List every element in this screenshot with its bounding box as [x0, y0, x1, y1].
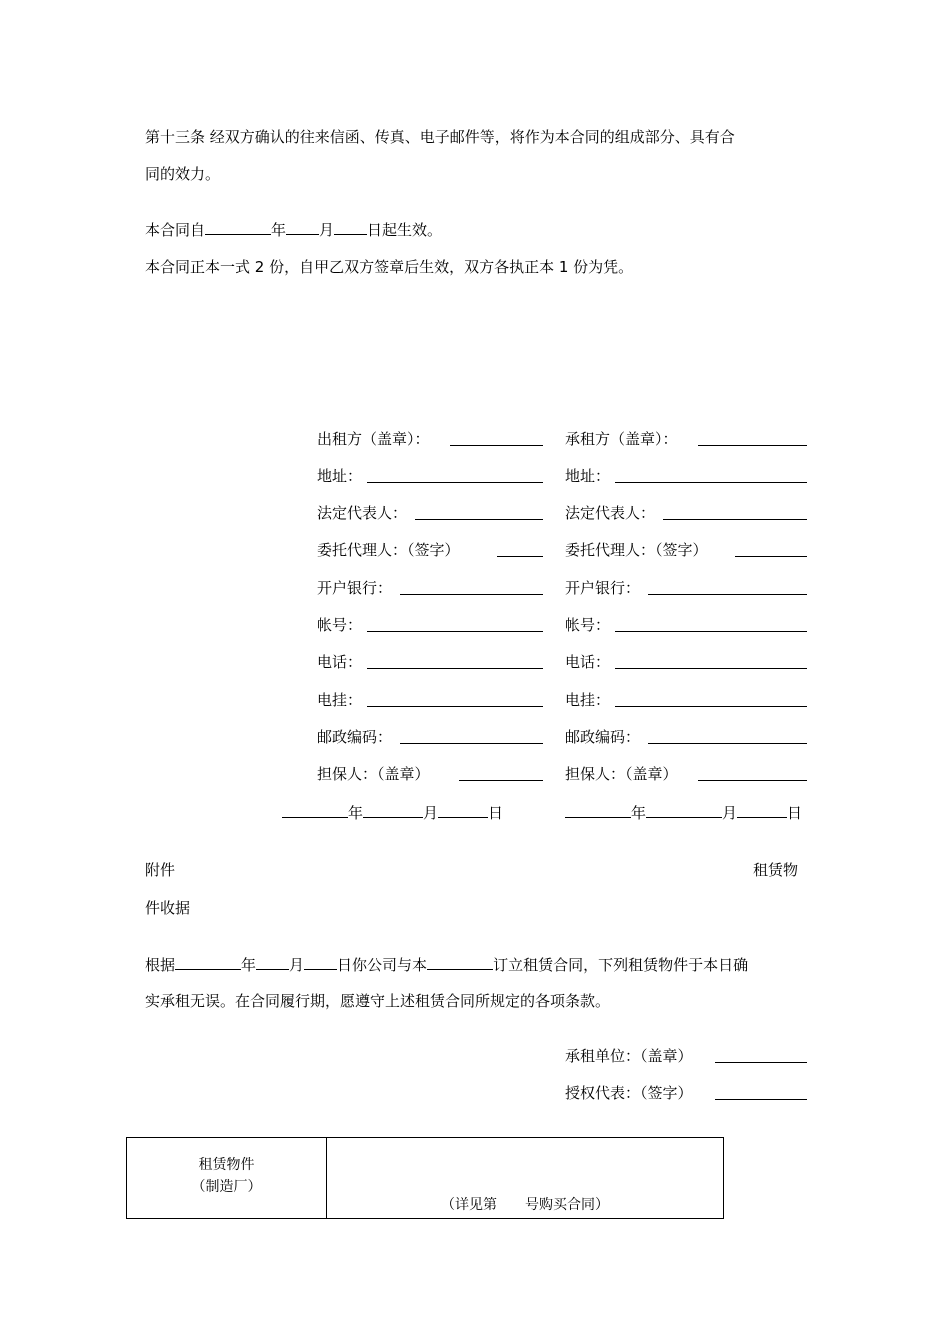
clause13-line2: 同的效力。 [145, 165, 221, 183]
lessee-label-agent: 委托代理人：（签字） [565, 541, 708, 559]
lessor-date-year-label: 年 [348, 804, 364, 822]
lessee-line-telegraph [615, 706, 807, 707]
lessee-field-bank[interactable] [565, 577, 807, 599]
lessee-field-legal-rep[interactable] [565, 502, 807, 524]
lessee-date-day-blank[interactable] [737, 802, 787, 818]
lessor-field-postcode[interactable] [317, 726, 543, 748]
receipt-unit-field[interactable] [565, 1045, 807, 1067]
lessor-label-address: 地址： [317, 467, 363, 485]
appendix-title-part1: 租赁物 [753, 861, 799, 879]
copies-line: 本合同正本一式 2 份，自甲乙双方签章后生效，双方各执正本 1 份为凭。 [145, 258, 634, 276]
receipt-rep-label: 授权代表：（签字） [565, 1084, 693, 1102]
effective-suffix: 日起生效。 [367, 221, 443, 239]
lessee-label-address: 地址： [565, 467, 611, 485]
lessor-field-seal[interactable] [317, 428, 543, 450]
lessor-date-day-blank[interactable] [438, 802, 488, 818]
receipt-month-blank[interactable] [256, 954, 289, 970]
lessee-line-bank [648, 594, 807, 595]
lessee-label-legal-rep: 法定代表人： [565, 504, 656, 522]
receipt-party-blank[interactable] [427, 954, 493, 970]
lessee-line-account [615, 631, 807, 632]
lessor-field-account[interactable] [317, 614, 543, 636]
lessee-date-year-blank[interactable] [565, 802, 631, 818]
leased-goods-value-cell[interactable] [327, 1138, 724, 1219]
lessor-line-seal [450, 445, 543, 446]
lessee-label-account: 帐号： [565, 616, 611, 634]
lessee-label-guarantor: 担保人：（盖章） [565, 765, 678, 783]
lessee-date-day-label: 日 [787, 804, 803, 822]
lessee-label-seal: 承租方（盖章）： [565, 430, 678, 448]
lessee-date [565, 802, 802, 823]
receipt-rep-line [715, 1099, 807, 1100]
receipt-year-blank[interactable] [175, 954, 241, 970]
effective-month-label: 月 [319, 221, 335, 239]
lessee-date-month-label: 月 [722, 804, 738, 822]
effective-date-line [145, 219, 442, 240]
lessor-label-agent: 委托代理人：（签字） [317, 541, 460, 559]
receipt-line2: 实承租无误。在合同履行期，愿遵守上述租赁合同所规定的各项条款。 [145, 992, 611, 1010]
lessor-date-month-label: 月 [423, 804, 439, 822]
lessor-line-legal-rep [415, 519, 543, 520]
effective-year-blank[interactable] [205, 219, 271, 235]
receipt-company-label: 日你公司与本 [337, 956, 428, 974]
lessee-field-postcode[interactable] [565, 726, 807, 748]
lessor-field-phone[interactable] [317, 651, 543, 673]
lessor-label-bank: 开户银行： [317, 579, 393, 597]
lessee-date-month-blank[interactable] [646, 802, 722, 818]
receipt-unit-label: 承租单位：（盖章） [565, 1047, 693, 1065]
table-row [127, 1138, 724, 1219]
lessor-field-legal-rep[interactable] [317, 502, 543, 524]
manufacturer-label: （制造厂） [191, 1179, 262, 1195]
leased-goods-label: 租赁物件 [198, 1157, 255, 1173]
lessee-label-telegraph: 电挂： [565, 691, 611, 709]
lessor-date-month-blank[interactable] [363, 802, 423, 818]
lessor-label-telegraph: 电挂： [317, 691, 363, 709]
effective-prefix: 本合同自 [145, 221, 206, 239]
lessee-label-phone: 电话： [565, 653, 611, 671]
lessor-line-postcode [400, 743, 543, 744]
lessee-field-phone[interactable] [565, 651, 807, 673]
receipt-line1 [145, 954, 748, 975]
lessor-field-telegraph[interactable] [317, 689, 543, 711]
lessor-field-agent[interactable] [317, 539, 543, 561]
receipt-prefix: 根据 [145, 956, 176, 974]
receipt-day-blank[interactable] [304, 954, 337, 970]
appendix-label: 附件 [145, 861, 176, 879]
lessor-label-legal-rep: 法定代表人： [317, 504, 408, 522]
lessee-label-bank: 开户银行： [565, 579, 641, 597]
effective-month-blank[interactable] [286, 219, 319, 235]
lessor-date-year-blank[interactable] [282, 802, 348, 818]
lessor-line-guarantor [459, 780, 543, 781]
lessee-line-agent [735, 556, 807, 557]
clause13-line1: 第十三条 经双方确认的往来信函、传真、电子邮件等，将作为本合同的组成部分、具有合 [145, 128, 735, 146]
lessor-field-address[interactable] [317, 465, 543, 487]
appendix-title-part2: 件收据 [145, 899, 191, 917]
lessor-label-seal: 出租方（盖章）： [317, 430, 430, 448]
effective-year-label: 年 [271, 221, 287, 239]
lessee-label-postcode: 邮政编码： [565, 728, 641, 746]
leased-goods-label-cell [127, 1138, 327, 1219]
lessee-line-guarantor [698, 780, 807, 781]
lessor-label-guarantor: 担保人：（盖章） [317, 765, 430, 783]
lessor-line-telegraph [367, 706, 543, 707]
lessor-date [282, 802, 503, 823]
lessee-field-telegraph[interactable] [565, 689, 807, 711]
receipt-year-label: 年 [241, 956, 257, 974]
lessee-field-agent[interactable] [565, 539, 807, 561]
lessor-line-bank [400, 594, 543, 595]
lessee-line-phone [615, 668, 807, 669]
lessor-line-phone [367, 668, 543, 669]
receipt-month-label: 月 [289, 956, 305, 974]
lessor-line-agent [497, 556, 543, 557]
lessor-label-account: 帐号： [317, 616, 363, 634]
lessee-line-seal [698, 445, 807, 446]
purchase-contract-note: （详见第 号购买合同） [441, 1197, 609, 1213]
lessor-line-account [367, 631, 543, 632]
receipt-unit-line [715, 1062, 807, 1063]
leased-goods-table [126, 1137, 724, 1219]
lessor-field-guarantor[interactable] [317, 763, 543, 785]
lessee-field-address[interactable] [565, 465, 807, 487]
receipt-rep-field[interactable] [565, 1082, 807, 1104]
lessee-line-address [615, 482, 807, 483]
lessee-line-postcode [648, 743, 807, 744]
lessee-field-account[interactable] [565, 614, 807, 636]
lessee-date-year-label: 年 [631, 804, 647, 822]
receipt-line1-rest: 订立租赁合同，下列租赁物件于本日确 [493, 956, 749, 974]
lessee-field-guarantor[interactable] [565, 763, 807, 785]
lessor-date-day-label: 日 [488, 804, 504, 822]
effective-day-blank[interactable] [334, 219, 367, 235]
lessee-line-legal-rep [663, 519, 807, 520]
lessee-field-seal[interactable] [565, 428, 807, 450]
lessor-label-phone: 电话： [317, 653, 363, 671]
lessor-field-bank[interactable] [317, 577, 543, 599]
lessor-line-address [367, 482, 543, 483]
lessor-label-postcode: 邮政编码： [317, 728, 393, 746]
